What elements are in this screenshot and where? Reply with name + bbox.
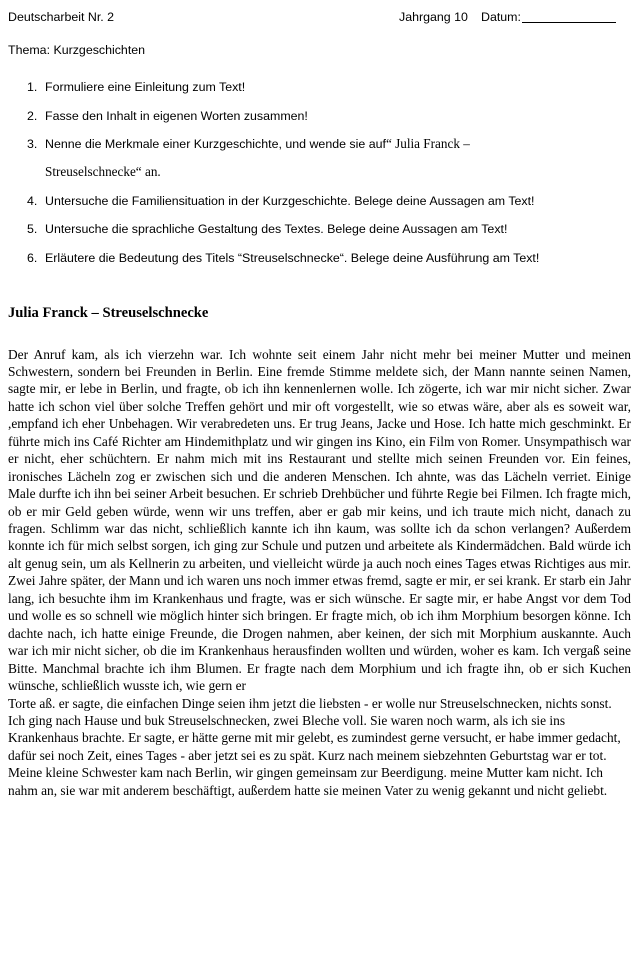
worksheet-header	[0, 9, 640, 31]
task-text	[45, 136, 640, 152]
task-number: 4.	[27, 193, 38, 208]
task-text: Untersuche die Familiensituation in der Kurzgeschichte. Belege deine Aussagen am Text!	[45, 193, 535, 208]
story-body-paragraph-tail: Torte aß. er sagte, die einfachen Dinge seien ihm jetzt die liebsten - er wolle nur Streuselschnecken, nichts sonst. Ich ging nach Hause und buk Streuselschnecken, zwei Bleche voll. Sie waren noch warm, als ich sie ins Krankenhaus brachte. Er sagte, er hätte gerne mit mir gelebt, es zumindest gerne versucht, er habe immer gedacht, dafür sei noch Zeit, eines Tages - aber jetzt sei es zu spät. Kurz nach meinem siebzehnten Geburtstag war er tot. Meine kleine Schwester kam nach Berlin, wir gingen gemeinsam zur Beerdigung. meine Mutter kam nicht. Ich nahm an, sie war mit anderem beschäftigt, außerdem hatte sie meinen Vater zu wenig gekannt und nicht geliebt.	[8, 695, 621, 798]
task-text: Fasse den Inhalt in eigenen Worten zusammen!	[45, 108, 308, 123]
grade-label: Jahrgang 10	[399, 10, 468, 24]
story-title: Julia Franck – Streuselschnecke	[8, 304, 209, 321]
task-number: 1.	[27, 80, 38, 94]
topic-line: Thema: Kurzgeschichten	[8, 43, 146, 57]
task-number: 2.	[27, 108, 38, 123]
task-number: 6.	[27, 250, 38, 265]
date-field	[481, 9, 616, 25]
task-item	[0, 250, 640, 266]
task-text-continuation: Streuselschnecke“ an.	[45, 164, 161, 179]
task-text: Formuliere eine Einleitung zum Text!	[45, 80, 246, 94]
task-item	[0, 79, 640, 95]
task-text-main: Nenne die Merkmale einer Kurzgeschichte, und wende sie auf	[45, 137, 386, 151]
task-item	[0, 221, 640, 237]
task-text-citation: “ Julia Franck –	[385, 136, 470, 151]
worksheet-page	[0, 9, 640, 961]
task-number: 5.	[27, 222, 38, 236]
task-number: 3.	[27, 137, 38, 151]
task-item	[0, 136, 640, 180]
date-blank-line	[522, 22, 616, 23]
worksheet-title: Deutscharbeit Nr. 2	[8, 10, 115, 24]
task-item	[0, 193, 640, 209]
story-body-paragraph: Der Anruf kam, als ich vierzehn war. Ich wohnte seit einem Jahr nicht mehr bei meiner Mutter und meinen Schwestern, sondern bei Freunden in Berlin. Eine fremde Stimme meldete sich, der Mann nannte seinen Namen, sagte mir, er lebe in Berlin, und fragte, ob ich ihn kennenlernen wolle. Ich zögerte, ich war mir nicht sicher. Zwar hatte ich schon viel über solche Treffen gehört und mir oft vorgestellt, wie so etwas wäre, aber als es soweit war, ,empfand ich eher Unbehagen. Wir verabredeten uns. Er trug Jeans, Jacke und Hose. Ich hatte mich geschminkt. Er führte mich ins Café Richter am Hindemithplatz und wir gingen ins Kino, ein Film von Romer. Unsympathisch war er nicht, eher schüchtern. Er nahm mich mit ins Restaurant und stellte mich seinen Freunden vor. Ein feines, ironisches Lächeln zog er zwischen sich und die anderen Menschen. Ich ahnte, was das Lächeln verriet. Einige Male durfte ich ihn bei seiner Arbeit besuchen. Er schrieb Drehbücher und führte Regie bei Filmen. Ich fragte mich, ob er mir Geld geben würde, wenn wir uns treffen, aber er gab mir keins, und ich traute mich nicht, danach zu fragen. Schlimm war das nicht, schließlich kannte ich ihn kaum, was sollte ich da schon verlangen? Außerdem konnte ich für mich selbst sorgen, ich ging zur Schule und putzen und arbeitete als Kindermädchen. Bald würde ich alt genug sein, um als Kellnerin zu arbeiten, und vielleicht würde ja auch noch eines Tages etwas Richtiges aus mir. Zwei Jahre später, der Mann und ich waren uns noch immer etwas fremd, sagte er mir, er sei krank. Er starb ein Jahr lang, ich besuchte ihm im Krankenhaus und fragte, was er sich wünsche. Er sagte mir, er habe Angst vor dem Tod und wolle es so schnell wie möglich hinter sich bringen. Er fragte mich, ob ich ihm Morphium besorgen könne. Ich dachte nach, ich hatte einige Freunde, die Drogen nahmen, aber keinen, der sich mit Morphium auskannte. Auch war ich mir nicht sicher, ob die im Krankenhaus herausfinden wollten und würden, woher es kam. Ich vergaß seine Bitte. Manchmal brachte ich ihm Blumen. Er fragte nach dem Morphium und ich fragte ihn, ob er sich Kuchen wünsche, schließlich wusste ich, wie gern er	[8, 346, 631, 694]
task-list	[0, 79, 640, 266]
task-text: Erläutere die Bedeutung des Titels “Streuselschnecke“. Belege deine Ausführung am Text!	[45, 250, 540, 265]
task-text: Untersuche die sprachliche Gestaltung des Textes. Belege deine Aussagen am Text!	[45, 222, 508, 236]
date-label: Datum:	[481, 10, 521, 24]
task-item	[0, 108, 640, 124]
